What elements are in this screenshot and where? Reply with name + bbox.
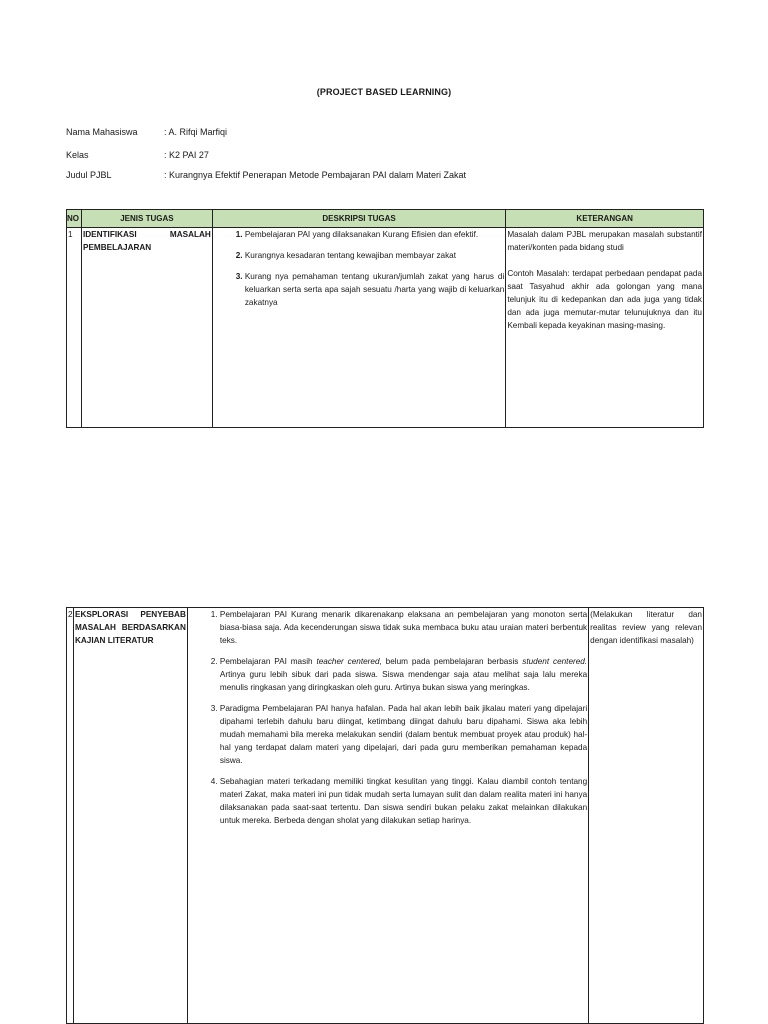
list-item: 3. Kurang nya pemahaman tentang ukuran/jumlah zakat yang harus di keluarkan serta serta apa sajah sesuatu /harta yang wajib di keluarkan zakatnya	[245, 270, 505, 309]
keterangan-text: Contoh Masalah: terdapat perbedaan pendapat pada saat Tasyahud akhir ada golongan yang mana telunjuk itu di kedepankan dan ada juga yang tidak dan ada juga memutar-mutar telunujuknya dan itu Kembali kepada keyakinan masing-masing.	[507, 269, 702, 330]
list-item: 4. Sebahagian materi terkadang memiliki tingkat kesulitan yang tinggi. Kalau diambil contoh tentang materi Zakat, maka materi ini pun tidak mudah serta lumayan sulit dan dalam realita materi ini hanya dilaksanakan pada saat-saat tertentu. Dan siswa sendiri bukan pelaku zakat melainkan dilakukan untuk mereka. Berbeda dengan sholat yang dilakukan setiap harinya.	[220, 775, 588, 827]
deskripsi-list	[213, 228, 505, 309]
keterangan-text: Masalah dalam PJBL merupakan masalah substantif materi/konten pada bidang studi	[507, 230, 702, 252]
list-item	[220, 655, 588, 694]
info-label: Nama Mahasiswa	[66, 127, 138, 137]
header-no: NO	[67, 210, 82, 228]
table-row	[67, 608, 704, 1024]
list-item: 1. Pembelajaran PAI Kurang menarik dikarenakanp elaksana an pembelajaran yang monoton serta biasa-biasa saja. Ada kecenderungan siswa tidak suka membaca buku atau uraian materi berbentuk teks.	[220, 608, 588, 647]
list-item-italic: teacher centered	[316, 657, 380, 666]
list-item-text: , belum pada pembelajaran berbasis	[379, 657, 523, 666]
info-label: Judul PJBL	[66, 170, 112, 180]
table-header-row	[67, 210, 704, 228]
info-row-kelas	[66, 150, 209, 160]
list-item: 2. Kurangnya kesadaran tentang kewajiban membayar zakat	[245, 249, 505, 262]
info-value: : Kurangnya Efektif Penerapan Metode Pembajaran PAI dalam Materi Zakat	[164, 170, 466, 180]
header-jenis-tugas: JENIS TUGAS	[81, 210, 212, 228]
jenis-tugas-cell: IDENTIFIKASI MASALAH PEMBELAJARAN	[81, 228, 212, 428]
row-number: 1	[67, 228, 82, 428]
list-item-text: Pembelajaran PAI masih	[219, 657, 317, 666]
list-item: 1. Pembelajaran PAI yang dilaksanakan Kurang Efisien dan efektif.	[245, 228, 505, 241]
row-number: 2	[67, 608, 74, 1024]
deskripsi-list	[188, 608, 588, 827]
info-row-judul	[66, 170, 466, 180]
keterangan-cell: (Melakukan literatur dan realitas review yang relevan dengan identifikasi masalah)	[589, 608, 704, 1024]
task-table-1	[66, 209, 704, 428]
task-table-2	[66, 607, 704, 1024]
info-value: : K2 PAI 27	[164, 150, 209, 160]
deskripsi-cell	[187, 608, 588, 1024]
header-deskripsi-tugas: DESKRIPSI TUGAS	[212, 210, 505, 228]
list-item-text: Artinya guru lebih sibuk dari pada siswa. Siswa mendengar saja atau melihat saja lalu mereka menulis ringkasan yang diringkaskan oleh guru. Artinya bukan siswa yang meringkas.	[219, 670, 588, 692]
jenis-tugas-cell: EKSPLORASI PENYEBAB MASALAH BERDASARKAN KAJIAN LITERATUR	[73, 608, 187, 1024]
keterangan-cell	[506, 228, 704, 428]
list-item-italic: student centered.	[522, 657, 588, 666]
info-row-nama	[66, 127, 227, 137]
info-label: Kelas	[66, 150, 89, 160]
list-item: 3. Paradigma Pembelajaran PAI hanya hafalan. Pada hal akan lebih baik jikalau materi yang dipelajari dipahami terlebih dahulu baru diingat, ketimbang diingat dahulu baru dipahami. Siswa aka lebih mudah memahami bila mereka melakukan sendiri (dalam bentuk membuat proyek atau produk) hal- hal yang terdapat dalam materi yang dipelajari, dari pada guru memberikan pemahaman kepada siswa.	[220, 702, 588, 767]
table-row	[67, 228, 704, 428]
document-title: (PROJECT BASED LEARNING)	[316, 87, 452, 97]
deskripsi-cell	[212, 228, 505, 428]
info-value: : A. Rifqi Marfiqi	[164, 127, 228, 137]
header-keterangan: KETERANGAN	[506, 210, 704, 228]
